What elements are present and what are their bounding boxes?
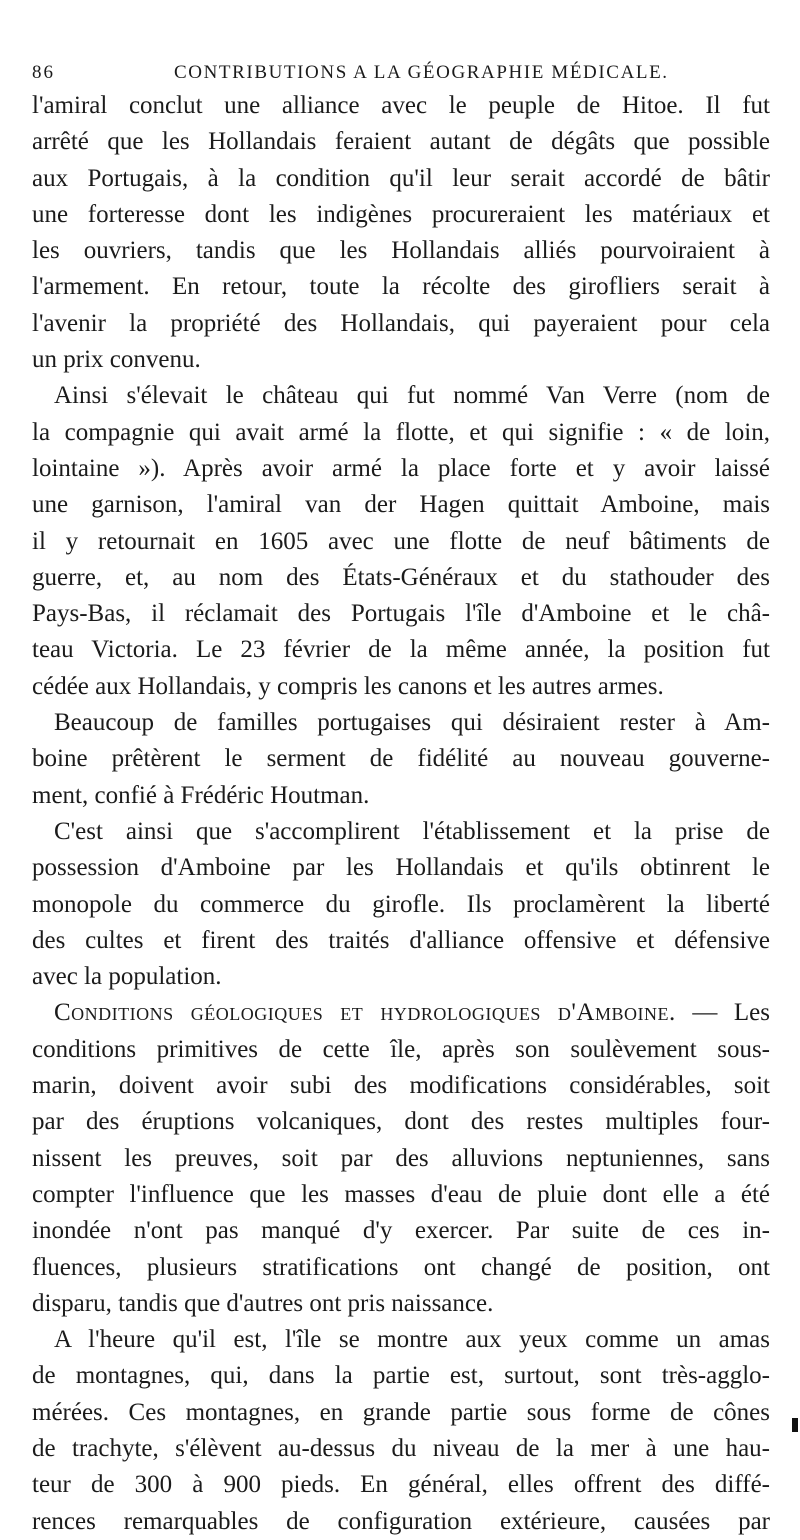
text-line: mérées. Ces montagnes, en grande partie sous forme de cônes <box>32 1398 770 1426</box>
paragraph-6 <box>32 1322 770 1540</box>
text-line: des cultes et firent des traités d'alliance offensive et défensive <box>32 926 770 954</box>
text-line: l'avenir la propriété des Hollandais, qui payeraient pour cela <box>32 309 770 337</box>
text-line: Beaucoup de familles portugaises qui désiraient rester à Am- <box>54 709 770 737</box>
page-header <box>32 48 770 88</box>
text-line: compter l'influence que les masses d'eau de pluie dont elle a été <box>32 1180 770 1208</box>
text-line: Ainsi s'élevait le château qui fut nommé Van Verre (nom de <box>54 382 770 410</box>
text-line: lointaine »). Après avoir armé la place forte et y avoir laissé <box>32 454 770 482</box>
text-line: fluences, plusieurs stratifications ont changé de position, ont <box>32 1253 770 1281</box>
text-line: possession d'Amboine par les Hollandais et qu'ils obtinrent le <box>32 854 770 882</box>
section-heading-continuation: — Les <box>675 999 770 1027</box>
text-line: les ouvriers, tandis que les Hollandais alliés pourvoiraient à <box>32 237 770 265</box>
paragraph-2 <box>32 378 770 705</box>
text-line: teur de 300 à 900 pieds. En général, elles offrent des diffé- <box>32 1471 770 1499</box>
text-line: disparu, tandis que d'autres ont pris naissance. <box>32 1289 494 1317</box>
section-heading: Conditions géologiques et hydrologiques d'Amboine. <box>54 999 676 1027</box>
text-line: aux Portugais, à la condition qu'il leur serait accordé de bâtir <box>32 164 770 192</box>
text-line: il y retournait en 1605 avec une flotte de neuf bâtiments de <box>32 527 770 555</box>
text-line: arrêté que les Hollandais feraient autant de dégâts que possible <box>32 128 770 156</box>
text-line: cédée aux Hollandais, y compris les canons et les autres armes. <box>32 672 664 700</box>
text-line: A l'heure qu'il est, l'île se montre aux yeux comme un amas <box>54 1326 770 1354</box>
scan-edge-mark <box>792 1418 798 1432</box>
text-line: une forteresse dont les indigènes procureraient les matériaux et <box>32 200 770 228</box>
paragraph-5 <box>32 995 770 1322</box>
text-line: C'est ainsi que s'accomplirent l'établissement et la prise de <box>54 817 770 845</box>
paragraph-1 <box>32 88 770 378</box>
text-line: nissent les preuves, soit par des alluvions neptuniennes, sans <box>32 1144 770 1172</box>
paragraph-4 <box>32 814 770 995</box>
text-line: avec la population. <box>32 963 222 991</box>
paragraph-3 <box>32 705 770 814</box>
text-line: Pays-Bas, il réclamait des Portugais l'île d'Amboine et le châ- <box>32 600 770 628</box>
text-line: monopole du commerce du girofle. Ils proclamèrent la liberté <box>32 890 770 918</box>
text-line: l'armement. En retour, toute la récolte des girofliers serait à <box>32 273 770 301</box>
text-line: boine prêtèrent le serment de fidélité au nouveau gouverne- <box>32 745 770 773</box>
text-line: de trachyte, s'élèvent au-dessus du niveau de la mer à une hau- <box>32 1434 770 1462</box>
running-title: CONTRIBUTIONS A LA GÉOGRAPHIE MÉDICALE. <box>174 62 669 83</box>
text-line: guerre, et, au nom des États-Généraux et du stathouder des <box>32 563 770 591</box>
page-number: 86 <box>32 62 55 83</box>
text-line: de montagnes, qui, dans la partie est, surtout, sont très-agglo- <box>32 1362 770 1390</box>
text-line: conditions primitives de cette île, après son soulèvement sous- <box>32 1035 770 1063</box>
book-page <box>32 48 770 1540</box>
text-line: inondée n'ont pas manqué d'y exercer. Par suite de ces in- <box>32 1217 770 1245</box>
text-line: l'amiral conclut une alliance avec le peuple de Hitoe. Il fut <box>32 92 770 119</box>
text-line: marin, doivent avoir subi des modifications considérables, soit <box>32 1072 770 1100</box>
text-line: ment, confié à Frédéric Houtman. <box>32 781 370 809</box>
text-line: rences remarquables de configuration extérieure, causées par <box>32 1507 770 1535</box>
text-line: par des éruptions volcaniques, dont des restes multiples four- <box>32 1108 770 1136</box>
section-heading-line <box>32 995 770 1031</box>
text-line: une garnison, l'amiral van der Hagen quittait Amboine, mais <box>32 491 770 519</box>
text-line: teau Victoria. Le 23 février de la même année, la position fut <box>32 636 770 664</box>
text-line: la compagnie qui avait armé la flotte, et qui signifie : « de loin, <box>32 418 770 446</box>
text-line: un prix convenu. <box>32 346 201 374</box>
